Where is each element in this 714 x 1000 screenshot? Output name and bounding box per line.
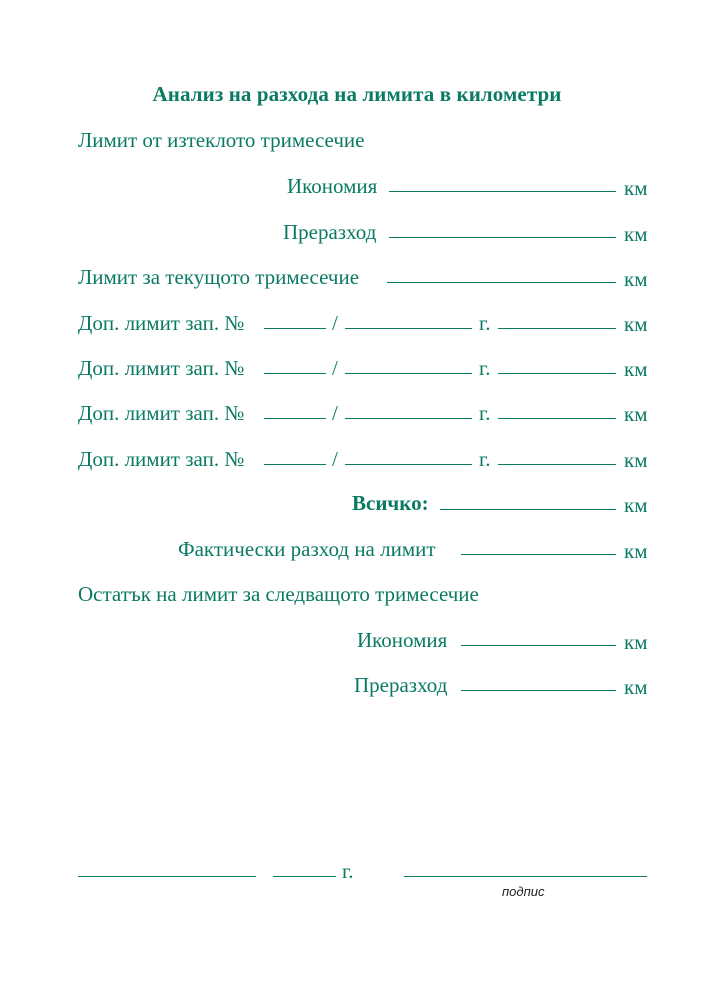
next-overrun-label: Преразход — [354, 673, 448, 697]
place-field[interactable] — [78, 876, 256, 877]
actual-usage-field[interactable] — [461, 554, 616, 555]
add-limit-label: Доп. лимит зап. № — [78, 401, 245, 425]
prev-limit-label: Лимит от изтеклото тримесечие — [78, 128, 365, 152]
add-limit-date-field[interactable] — [345, 328, 472, 329]
add-limit-number-field[interactable] — [264, 328, 326, 329]
add-limit-number-field[interactable] — [264, 373, 326, 374]
add-limit-label: Доп. лимит зап. № — [78, 356, 245, 380]
current-limit-label: Лимит за текущото тримесечие — [78, 265, 360, 289]
add-limit-unit: км — [624, 448, 648, 472]
current-limit-unit: км — [624, 267, 648, 291]
prev-overrun-field[interactable] — [389, 237, 616, 238]
add-limit-number-field[interactable] — [264, 464, 326, 465]
add-limit-number-field[interactable] — [264, 418, 326, 419]
add-limit-slash: / — [332, 356, 338, 380]
add-limit-unit: км — [624, 312, 648, 336]
add-limit-km-field[interactable] — [498, 373, 616, 374]
footer-year: г. — [342, 859, 354, 883]
add-limit-km-field[interactable] — [498, 418, 616, 419]
add-limit-label: Доп. лимит зап. № — [78, 311, 245, 335]
add-limit-slash: / — [332, 447, 338, 471]
actual-usage-label: Фактически разход на лимит — [178, 537, 436, 561]
add-limit-slash: / — [332, 401, 338, 425]
form-title: Анализ на разхода на лимита в километри — [152, 82, 562, 106]
add-limit-year: г. — [479, 447, 491, 471]
signature-caption: подпис — [502, 884, 545, 899]
total-field[interactable] — [440, 509, 616, 510]
remaining-label: Остатък на лимит за следващото тримесечие — [78, 582, 479, 606]
add-limit-date-field[interactable] — [345, 373, 472, 374]
actual-usage-unit: км — [624, 539, 648, 563]
add-limit-unit: км — [624, 402, 648, 426]
total-label: Всичко: — [352, 491, 429, 515]
prev-economy-field[interactable] — [389, 191, 616, 192]
date-field[interactable] — [273, 876, 336, 877]
add-limit-km-field[interactable] — [498, 328, 616, 329]
add-limit-year: г. — [479, 401, 491, 425]
signature-field[interactable] — [404, 876, 647, 877]
next-overrun-unit: км — [624, 675, 648, 699]
add-limit-km-field[interactable] — [498, 464, 616, 465]
total-unit: км — [624, 493, 648, 517]
current-limit-field[interactable] — [387, 282, 616, 283]
add-limit-date-field[interactable] — [345, 418, 472, 419]
prev-overrun-label: Преразход — [283, 220, 377, 244]
prev-economy-label: Икономия — [287, 174, 378, 198]
next-economy-label: Икономия — [357, 628, 448, 652]
add-limit-date-field[interactable] — [345, 464, 472, 465]
add-limit-label: Доп. лимит зап. № — [78, 447, 245, 471]
prev-economy-unit: км — [624, 176, 648, 200]
add-limit-unit: км — [624, 357, 648, 381]
next-economy-field[interactable] — [461, 645, 616, 646]
add-limit-year: г. — [479, 356, 491, 380]
prev-overrun-unit: км — [624, 222, 648, 246]
add-limit-slash: / — [332, 311, 338, 335]
next-economy-unit: км — [624, 630, 648, 654]
add-limit-year: г. — [479, 311, 491, 335]
next-overrun-field[interactable] — [461, 690, 616, 691]
